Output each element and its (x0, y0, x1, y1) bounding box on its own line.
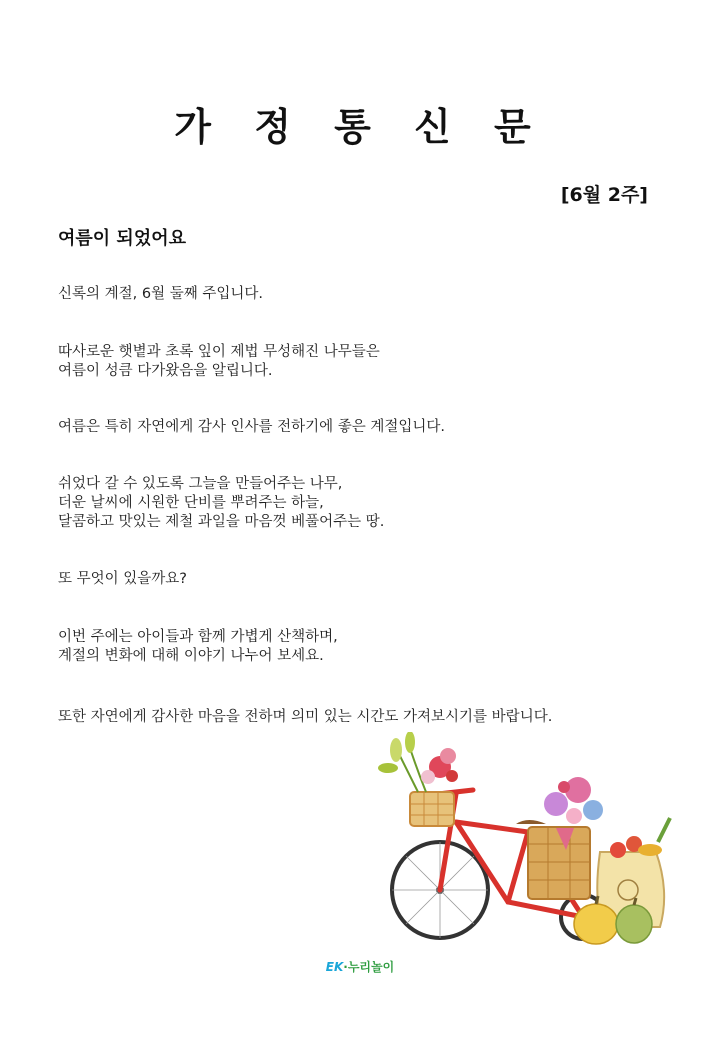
logo-text: ·누리놀이 (343, 960, 395, 974)
paragraph-line: 여름이 성큼 다가왔음을 알립니다. (58, 363, 273, 379)
paragraph-line: 신록의 계절, 6월 둘째 주입니다. (58, 286, 263, 302)
paragraph-line: 또한 자연에게 감사한 마음을 전하며 의미 있는 시간도 가져보시기를 바랍니다. (58, 709, 553, 725)
bicycle-illustration (378, 732, 678, 957)
paragraph-1 (58, 285, 678, 304)
week-label: [6월 2주] (560, 184, 648, 206)
rear-basket (528, 827, 590, 899)
paragraph-line: 또 무엇이 있을까요? (58, 571, 187, 587)
flower-bouquet (378, 732, 458, 792)
paragraph-3 (58, 418, 678, 437)
paragraph-2 (58, 343, 678, 381)
paragraph-5 (58, 570, 678, 589)
paragraph-4 (58, 475, 678, 532)
seat (516, 820, 546, 824)
page-title: 가 정 통 신 문 (174, 105, 546, 149)
brand-logo (0, 958, 720, 975)
paragraph-line: 이번 주에는 아이들과 함께 가볍게 산책하며, (58, 629, 338, 645)
paragraph-line: 계절의 변화에 대해 이야기 나누어 보세요. (58, 648, 324, 664)
logo-ek: EK (325, 960, 344, 974)
section-heading: 여름이 되었어요 (58, 228, 186, 249)
paragraph-6 (58, 628, 678, 666)
paragraph-line: 더운 날씨에 시원한 단비를 뿌려주는 하늘, (58, 495, 324, 511)
paragraph-7 (58, 708, 678, 727)
paragraph-line: 여름은 특히 자연에게 감사 인사를 전하기에 좋은 계절입니다. (58, 419, 446, 435)
paragraph-line: 달콤하고 맛있는 제철 과일을 마음껏 베풀어주는 땅. (58, 514, 385, 530)
front-basket (410, 792, 454, 826)
flower-cluster (544, 777, 603, 824)
paragraph-line: 쉬었다 갈 수 있도록 그늘을 만들어주는 나무, (58, 476, 343, 492)
paragraph-line: 따사로운 햇볕과 초록 잎이 제법 무성해진 나무들은 (58, 344, 380, 360)
